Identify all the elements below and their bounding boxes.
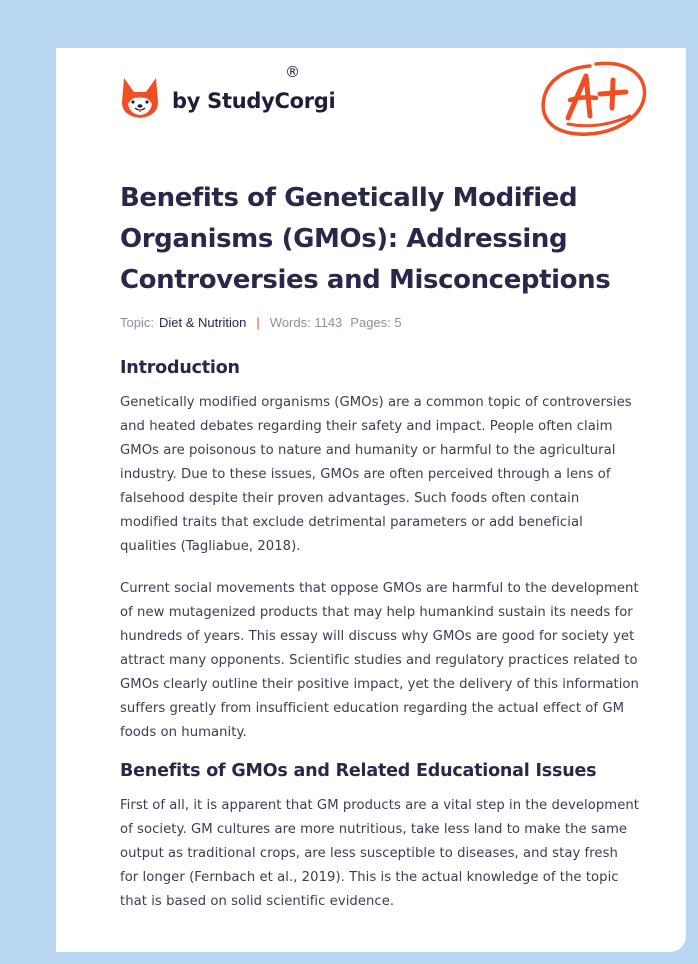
- document-content: [120, 178, 640, 914]
- document-meta: [120, 315, 640, 330]
- studycorgi-logo[interactable]: [120, 76, 335, 120]
- topic-label: Topic:: [120, 315, 154, 330]
- topic-link[interactable]: Diet & Nutrition: [158, 315, 247, 330]
- section-heading-introduction: Introduction: [120, 358, 240, 378]
- paragraph: Current social movements that oppose GMOs are harmful to the development of new mutagenized products that may help humankind sustain its needs for hundreds of years. This essay will discuss why GMOs are good for society yet attract many opponents. Scientific studies and regulatory practices related to GMOs clearly outline their positive impact, yet the delivery of this information suffers greatly from insufficient education regarding the actual effect of GM foods on humanity.: [120, 581, 639, 740]
- a-plus-grade-icon: [538, 58, 648, 145]
- page-count: Pages: 5: [350, 315, 402, 330]
- corgi-logo-icon: [120, 76, 160, 120]
- section-heading-benefits: Benefits of GMOs and Related Educational Issues: [120, 761, 597, 781]
- paragraph: Genetically modified organisms (GMOs) are a common topic of controversies and heated debates regarding their safety and impact. People often claim GMOs are poisonous to nature and humanity or harmful to the agricultural industry. Due to these issues, GMOs are often perceived through a lens of falsehood despite their proven advantages. Such foods often contain modified traits that exclude detrimental parameters or add beneficial qualities (Tagliabue, 2018).: [120, 395, 632, 554]
- word-count: Words: 1143: [269, 315, 343, 330]
- meta-separator: |: [256, 315, 260, 330]
- document-card: [56, 48, 686, 952]
- document-title: Benefits of Genetically Modified Organisms (GMOs): Addressing Controversies and Misconceptions: [120, 183, 611, 295]
- page-header: [56, 48, 686, 158]
- brand-name: by StudyCorgi: [172, 89, 336, 113]
- registered-mark: ®: [285, 63, 300, 81]
- paragraph: First of all, it is apparent that GM products are a vital step in the development of society. GM cultures are more nutritious, take less land to make the same output as traditional crops, are less susceptible to diseases, and stay fresh for longer (Fernbach et al., 2019). This is the actual knowledge of the topic that is based on solid scientific evidence.: [120, 798, 639, 909]
